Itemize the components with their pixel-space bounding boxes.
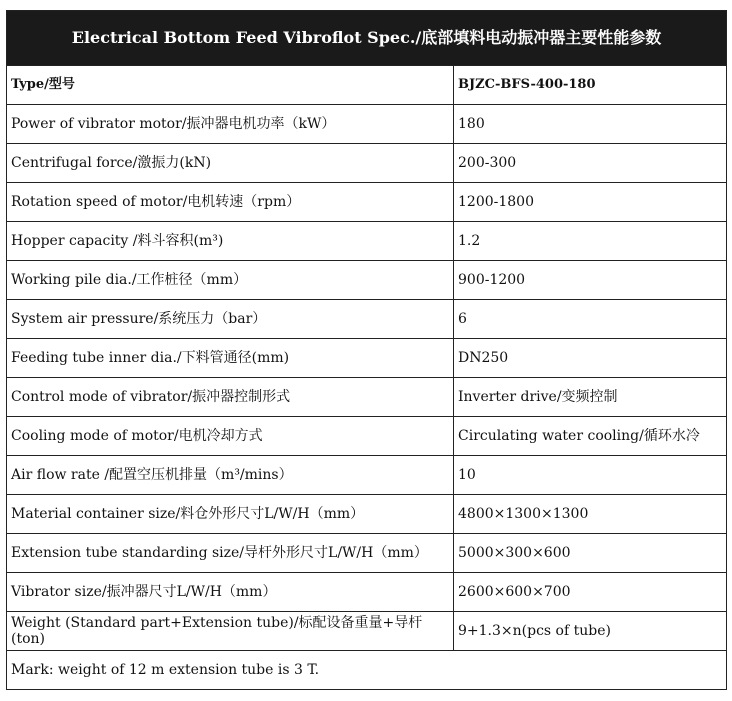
table-note: Mark: weight of 12 m extension tube is 3 T. (7, 651, 727, 690)
spec-sheet (6, 10, 726, 690)
row-value: 2600×600×700 (454, 573, 727, 612)
table-row (7, 105, 727, 144)
table-row (7, 144, 727, 183)
table-row (7, 456, 727, 495)
note-row (7, 651, 727, 690)
table-title: Electrical Bottom Feed Vibroflot Spec./底部填料电动振冲器主要性能参数 (7, 11, 727, 66)
table-row (7, 300, 727, 339)
table-row (7, 612, 727, 651)
row-value: 9+1.3×n(pcs of tube) (454, 612, 727, 651)
header-label: Type/型号 (7, 66, 454, 105)
row-value: 200-300 (454, 144, 727, 183)
row-value: Circulating water cooling/循环水冷 (454, 417, 727, 456)
table-row (7, 339, 727, 378)
row-label: Power of vibrator motor/振冲器电机功率（kW） (7, 105, 454, 144)
row-label: Weight (Standard part+Extension tube)/标配设备重量+导杆(ton) (7, 612, 454, 651)
table-row (7, 261, 727, 300)
table-row (7, 417, 727, 456)
table-row (7, 495, 727, 534)
row-value: Inverter drive/变频控制 (454, 378, 727, 417)
table-row (7, 222, 727, 261)
table-header-row (7, 66, 727, 105)
row-value: 10 (454, 456, 727, 495)
row-value: 4800×1300×1300 (454, 495, 727, 534)
row-label: Rotation speed of motor/电机转速（rpm） (7, 183, 454, 222)
row-value: 6 (454, 300, 727, 339)
row-value: 900-1200 (454, 261, 727, 300)
title-row (7, 11, 727, 66)
row-value: 5000×300×600 (454, 534, 727, 573)
row-label: Centrifugal force/激振力(kN) (7, 144, 454, 183)
row-label: Control mode of vibrator/振冲器控制形式 (7, 378, 454, 417)
table-row (7, 534, 727, 573)
row-label: System air pressure/系统压力（bar） (7, 300, 454, 339)
row-label: Working pile dia./工作桩径（mm） (7, 261, 454, 300)
row-label: Feeding tube inner dia./下料管通径(mm) (7, 339, 454, 378)
row-value: 1200-1800 (454, 183, 727, 222)
row-label: Extension tube standarding size/导杆外形尺寸L/W/H（mm） (7, 534, 454, 573)
row-value: 180 (454, 105, 727, 144)
spec-table (6, 10, 727, 690)
row-label: Material container size/料仓外形尺寸L/W/H（mm） (7, 495, 454, 534)
table-row (7, 573, 727, 612)
header-value: BJZC-BFS-400-180 (454, 66, 727, 105)
row-label: Vibrator size/振冲器尺寸L/W/H（mm） (7, 573, 454, 612)
table-row (7, 183, 727, 222)
row-value: 1.2 (454, 222, 727, 261)
row-label: Air flow rate /配置空压机排量（m³/mins） (7, 456, 454, 495)
row-label: Cooling mode of motor/电机冷却方式 (7, 417, 454, 456)
row-value: DN250 (454, 339, 727, 378)
table-row (7, 378, 727, 417)
row-label: Hopper capacity /料斗容积(m³) (7, 222, 454, 261)
